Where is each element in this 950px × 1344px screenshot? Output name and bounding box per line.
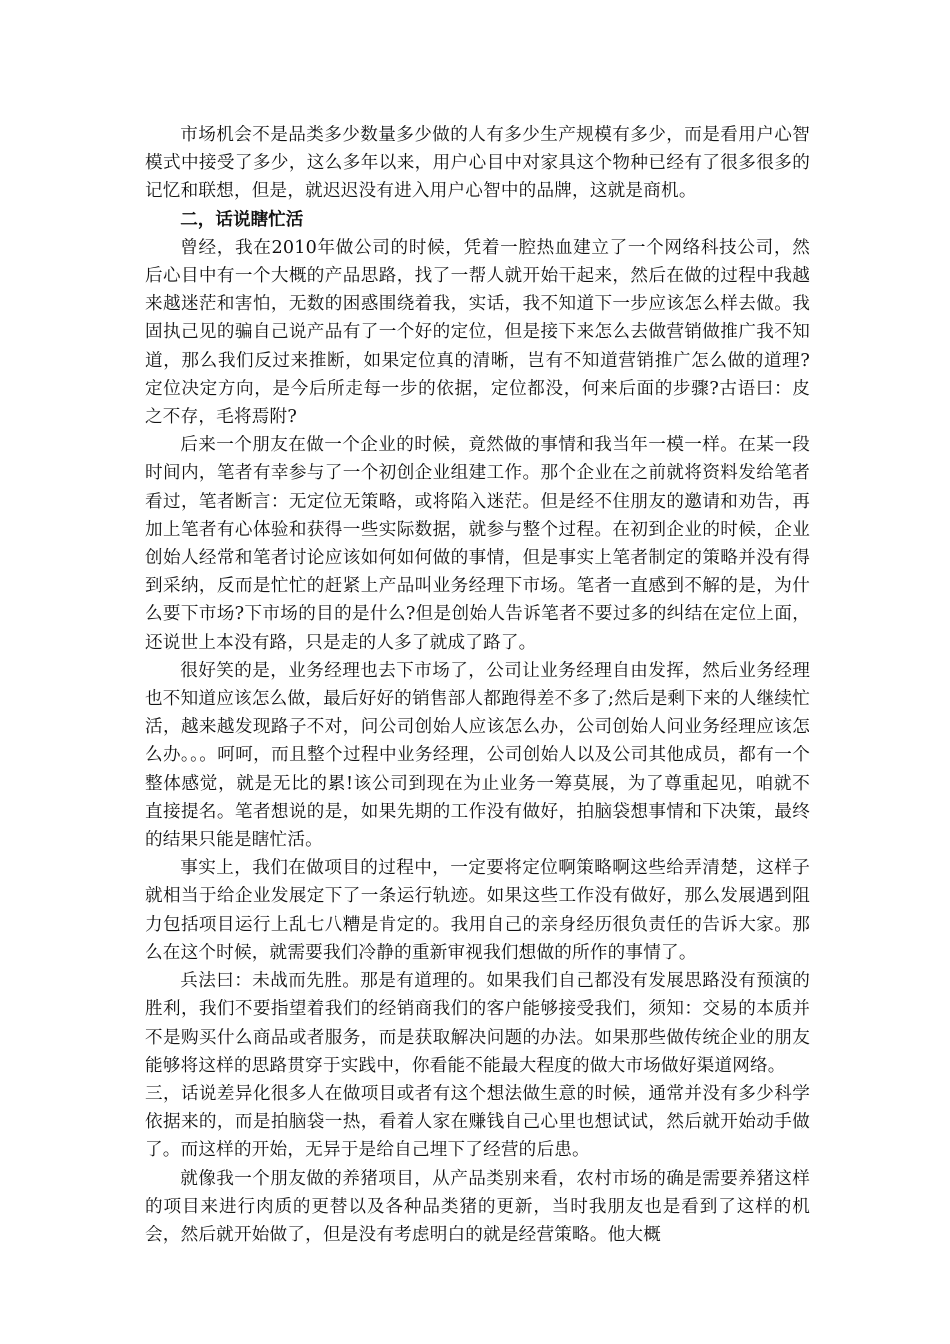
paragraph-market-opportunity: 市场机会不是品类多少数量多少做的人有多少生产规模有多少，而是看用户心智模式中接受了多少，这么多年以来，用户心目中对家具这个物种已经有了很多很多的记忆和联想，但是，就迟迟没有进入用户心智中的品牌，这就是商机。 <box>145 125 810 202</box>
paragraph-art-of-war: 兵法曰：未战而先胜。那是有道理的。如果我们自己都没有发展思路没有预演的胜利，我们不要指望着我们的经销商我们的客户能够接受我们，须知：交易的本质并不是购买什么商品或者服务，而是获取解决问题的办法。如果那些做传统企业的朋友能够将这样的思路贯穿于实践中，你看能不能最大程度的做大市场做好渠道网络。 <box>145 971 810 1076</box>
paragraph-company-2010: 曾经，我在2010年做公司的时候，凭着一腔热血建立了一个网络科技公司，然后心目中有一个大概的产品思路，找了一帮人就开始干起来，然后在做的过程中我越来越迷茫和害怕，无数的困惑围绕着我，实话，我不知道下一步应该怎么样去做。我固执己见的骗自己说产品有了一个好的定位，但是接下来怎么去做营销做推广我不知道，那么我们反过来推断，如果定位真的清晰，岂有不知道营销推广怎么做的道理?定位决定方向，是今后所走每一步的依据，定位都没，何来后面的步骤?古语曰：皮之不存，毛将焉附? <box>145 237 810 428</box>
paragraph-positioning-strategy: 事实上，我们在做项目的过程中，一定要将定位啊策略啊这些给弄清楚，这样子就相当于给企业发展定下了一条运行轨迹。如果这些工作没有做好，那么发展遇到阻力包括项目运行上乱七八糟是肯定的。我用自己的亲身经历很负责任的告诉大家。那么在这个时候，就需要我们冷静的重新审视我们想做的所作的事情了。 <box>145 858 810 963</box>
paragraph-differentiation: 三，话说差异化很多人在做项目或者有这个想法做生意的时候，通常并没有多少科学依据来的，而是拍脑袋一热，看着人家在赚钱自己心里也想试试，然后就开始动手做了。而这样的开始，无异于是给自己埋下了经营的后患。 <box>145 1083 810 1161</box>
paragraph-pig-farming: 就像我一个朋友做的养猪项目，从产品类别来看，农村市场的确是需要养猪这样的项目来进行肉质的更替以及各种品类猪的更新，当时我朋友也是看到了这样的机会，然后就开始做了，但是没有考虑明白的就是经营策略。他大概 <box>145 1168 810 1245</box>
paragraph-sales-managers: 很好笑的是，业务经理也去下市场了，公司让业务经理自由发挥，然后业务经理也不知道应该怎么做，最后好好的销售部人都跑得差不多了;然后是剩下来的人继续忙活，越来越发现路子不对，问公司创始人应该怎么办，公司创始人问业务经理应该怎么办。。。呵呵，而且整个过程中业务经理，公司创始人以及公司其他成员，都有一个整体感觉，就是无比的累!该公司到现在为止业务一筹莫展，为了尊重起见，咱就不直接提名。笔者想说的是，如果先期的工作没有做好，拍脑袋想事情和下决策，最终的结果只能是瞎忙活。 <box>145 660 810 851</box>
section-heading-busy-work: 二，话说瞎忙活 <box>180 208 304 230</box>
paragraph-friend-startup: 后来一个朋友在做一个企业的时候，竟然做的事情和我当年一模一样。在某一段时间内，笔者有幸参与了一个初创企业组建工作。那个企业在之前就将资料发给笔者看过，笔者断言：无定位无策略，或将陷入迷茫。但是经不住朋友的邀请和劝告，再加上笔者有心体验和获得一些实际数据，就参与整个过程。在初到企业的时候，企业创始人经常和笔者讨论应该如何如何做的事情，但是事实上笔者制定的策略并没有得到采纳，反而是忙忙的赶紧上产品叫业务经理下市场。笔者一直感到不解的是，为什么要下市场?下市场的目的是什么?但是创始人告诉笔者不要过多的纠结在定位上面，还说世上本没有路，只是走的人多了就成了路了。 <box>145 435 810 653</box>
